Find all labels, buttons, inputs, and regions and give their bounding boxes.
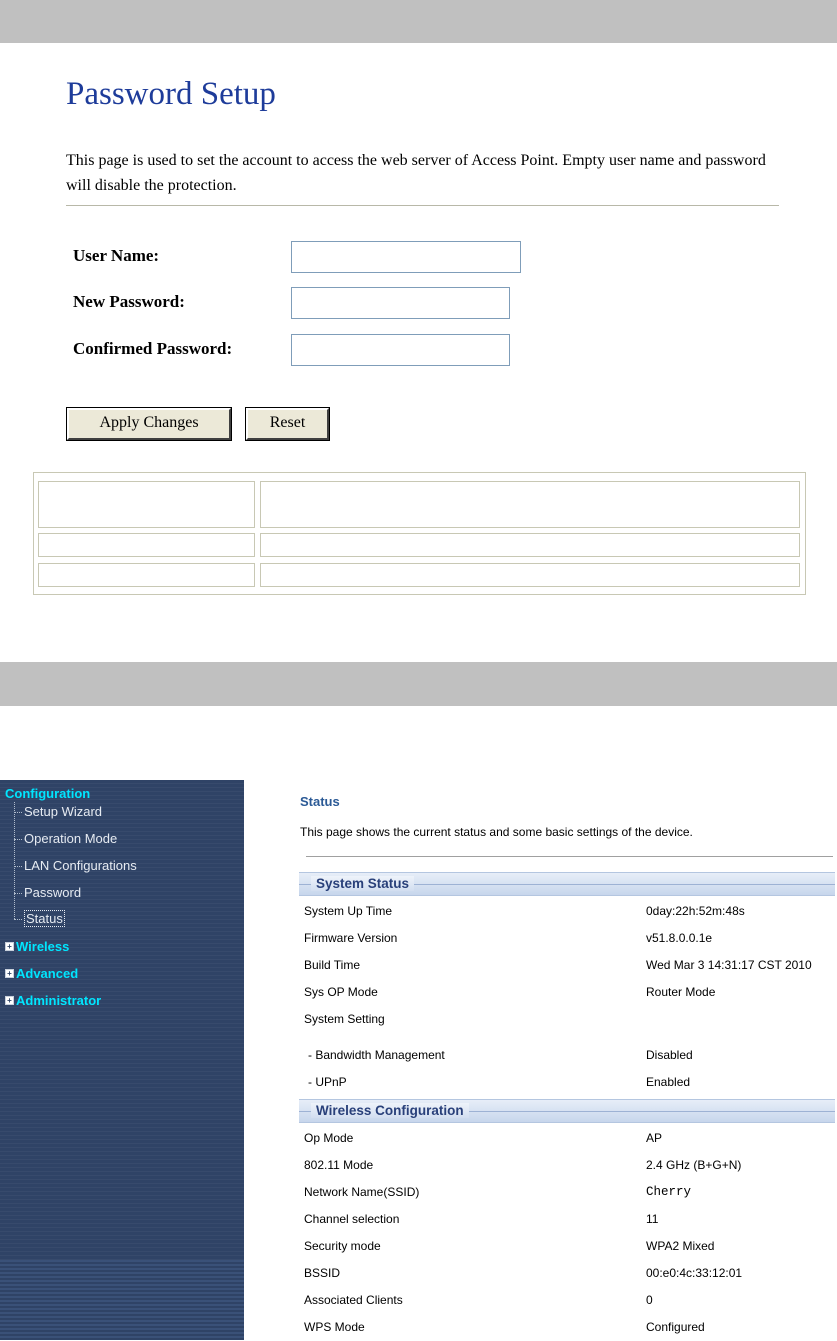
row-value: v51.8.0.0.1e — [646, 931, 713, 945]
row-key: Channel selection — [304, 1212, 400, 1226]
sidebar-item-label: Status — [26, 911, 63, 926]
row-value: AP — [646, 1131, 663, 1145]
sidebar-item-label: Operation Mode — [24, 831, 118, 846]
sidebar-item-label: LAN Configurations — [24, 858, 137, 873]
sidebar-group-label: Advanced — [16, 966, 79, 981]
new-password-label: New Password: — [73, 292, 185, 311]
row-value: Configured — [646, 1320, 705, 1334]
table-row — [304, 1260, 834, 1287]
row-value: Disabled — [646, 1048, 693, 1062]
row-key: Security mode — [304, 1239, 381, 1253]
row-value: Wed Mar 3 14:31:17 CST 2010 — [646, 958, 812, 972]
row-key: WPS Mode — [304, 1320, 365, 1334]
row-key: 802.11 Mode — [304, 1158, 374, 1172]
sidebar-item-lan-configurations[interactable] — [14, 858, 137, 873]
row-value: 2.4 GHz (B+G+N) — [646, 1158, 742, 1172]
table-cell — [260, 563, 800, 587]
table-row — [304, 1125, 834, 1152]
apply-changes-button[interactable]: Apply Changes — [67, 408, 231, 440]
confirmed-password-label: Confirmed Password: — [73, 339, 233, 358]
reset-button[interactable]: Reset — [246, 408, 329, 440]
divider — [66, 205, 779, 206]
row-key: - Bandwidth Management — [308, 1048, 445, 1062]
row-key: Build Time — [304, 958, 361, 972]
row-key: Associated Clients — [304, 1293, 403, 1307]
table-cell — [260, 481, 800, 528]
page-title: Password Setup — [66, 76, 276, 112]
row-value: Enabled — [646, 1075, 691, 1089]
table-cell — [260, 533, 800, 557]
table-row — [304, 1152, 834, 1179]
sidebar-group-wireless[interactable] — [5, 939, 69, 954]
table-row — [304, 1069, 834, 1096]
expand-plus-icon[interactable]: + — [5, 996, 14, 1005]
sidebar-group-label: Wireless — [16, 939, 70, 954]
row-value: 00:e0:4c:33:12:01 — [646, 1266, 743, 1280]
table-row — [304, 1206, 834, 1233]
row-key: System Up Time — [304, 904, 393, 918]
table-cell — [38, 533, 255, 557]
top-separator-bar — [0, 0, 837, 43]
table-row — [304, 1179, 834, 1206]
middle-separator-bar — [0, 662, 837, 706]
table-row — [304, 1008, 834, 1041]
row-value: WPA2 Mixed — [646, 1239, 715, 1253]
expand-plus-icon[interactable]: + — [5, 942, 14, 951]
row-key: - UPnP — [308, 1075, 347, 1089]
sidebar-item-operation-mode[interactable] — [14, 831, 117, 846]
user-name-input[interactable] — [291, 241, 521, 273]
user-name-label: User Name: — [73, 246, 160, 265]
sidebar-root-configuration[interactable]: Configuration — [5, 786, 91, 801]
page-description: This page is used to set the account to access the web server of Access Point. Empty user name and password will disable the protection. — [66, 152, 766, 194]
sidebar-item-setup-wizard[interactable] — [14, 804, 102, 819]
sidebar-item-label: Password — [24, 885, 82, 900]
new-password-input[interactable] — [291, 287, 510, 319]
row-value: 0day:22h:52m:48s — [646, 904, 745, 918]
blank-grid-table — [33, 472, 806, 595]
table-cell — [38, 563, 255, 587]
row-key: BSSID — [304, 1266, 341, 1280]
divider — [306, 856, 833, 857]
row-value: 11 — [646, 1212, 659, 1226]
sidebar-group-advanced[interactable] — [5, 966, 78, 981]
row-value: 0 — [646, 1293, 653, 1307]
row-value: Cherry — [646, 1185, 692, 1199]
section-header-wireless-configuration — [299, 1099, 835, 1123]
sidebar-footer-stripes — [0, 1260, 244, 1340]
table-row — [304, 1314, 834, 1341]
section-header-system-status — [299, 872, 835, 896]
row-key: Op Mode — [304, 1131, 354, 1145]
table-row — [304, 898, 834, 925]
row-key: Firmware Version — [304, 931, 398, 945]
table-cell — [38, 481, 255, 528]
sidebar-group-label: Administrator — [16, 993, 102, 1008]
row-key: System Setting — [304, 1012, 385, 1026]
sidebar-item-label: Setup Wizard — [24, 804, 103, 819]
table-row — [304, 1233, 834, 1260]
status-description: This page shows the current status and some basic settings of the device. — [300, 825, 693, 839]
sidebar-item-password[interactable] — [14, 885, 81, 900]
section-header-label: System Status — [311, 876, 414, 891]
row-key: Network Name(SSID) — [304, 1185, 420, 1199]
table-row — [304, 1287, 834, 1314]
table-row — [304, 952, 834, 979]
sidebar — [0, 780, 244, 1340]
sidebar-group-administrator[interactable] — [5, 993, 101, 1008]
row-key: Sys OP Mode — [304, 985, 378, 999]
table-row — [304, 925, 834, 952]
table-row — [304, 1042, 834, 1069]
expand-plus-icon[interactable]: + — [5, 969, 14, 978]
table-row — [304, 979, 834, 1006]
confirmed-password-input[interactable] — [291, 334, 510, 366]
row-value: Router Mode — [646, 985, 716, 999]
sidebar-item-status[interactable] — [14, 911, 65, 926]
section-header-label: Wireless Configuration — [311, 1103, 469, 1118]
status-title: Status — [300, 794, 340, 809]
